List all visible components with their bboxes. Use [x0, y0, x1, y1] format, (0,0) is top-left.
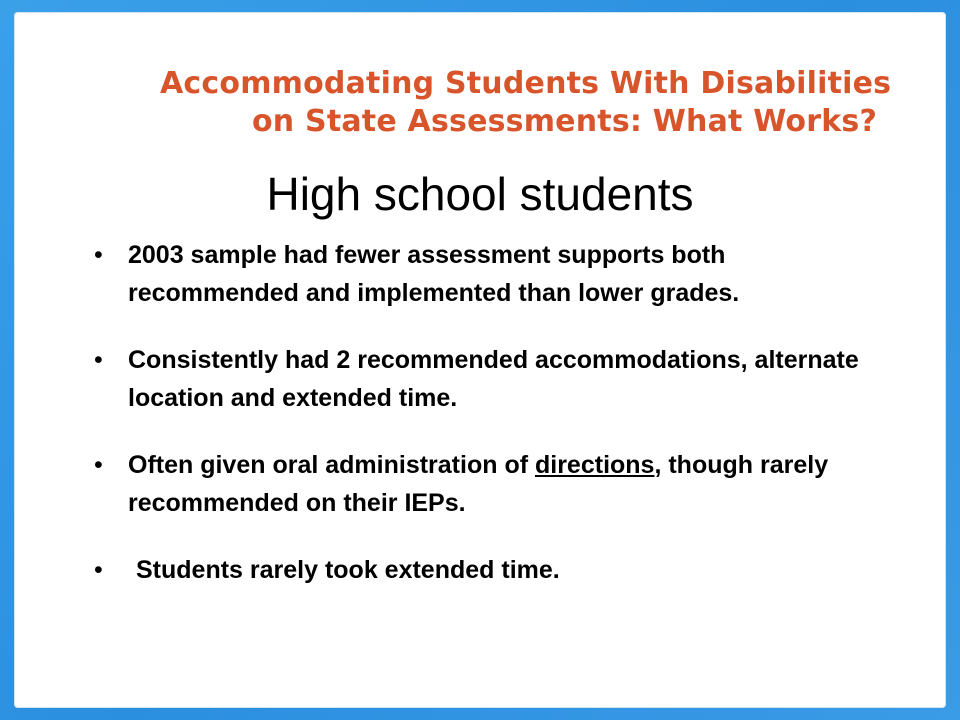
- banner-line-1: Accommodating Students With Disabilities: [160, 66, 892, 101]
- bullet-item: [94, 236, 894, 312]
- bullet-text: Students rarely took extended time.: [136, 556, 560, 584]
- bullet-list: [94, 236, 894, 618]
- bullet-text: 2003 sample had fewer assessment supports both recommended and implemented than lower grades.: [128, 241, 740, 307]
- bullet-dot-icon: •: [94, 556, 103, 584]
- bullet-text-pre: Often given oral administration of: [128, 451, 535, 479]
- bullet-text-post: , though rarely recommended on their IEPs.: [128, 451, 829, 517]
- bullet-dot-icon: •: [94, 241, 103, 269]
- bullet-item: [94, 341, 894, 417]
- slide: [14, 12, 946, 708]
- bullet-item: [94, 446, 894, 522]
- bullet-dot-icon: •: [94, 346, 103, 374]
- bullet-dot-icon: •: [94, 451, 103, 479]
- slide-title: High school students: [266, 168, 694, 220]
- underlined-word: directions: [534, 451, 655, 479]
- bullet-text: [128, 451, 828, 517]
- banner-line-2: on State Assessments: What Works?: [252, 104, 878, 139]
- bullet-text: Consistently had 2 recommended accommodations, alternate location and extended time.: [128, 346, 859, 412]
- bullet-item: [94, 551, 894, 589]
